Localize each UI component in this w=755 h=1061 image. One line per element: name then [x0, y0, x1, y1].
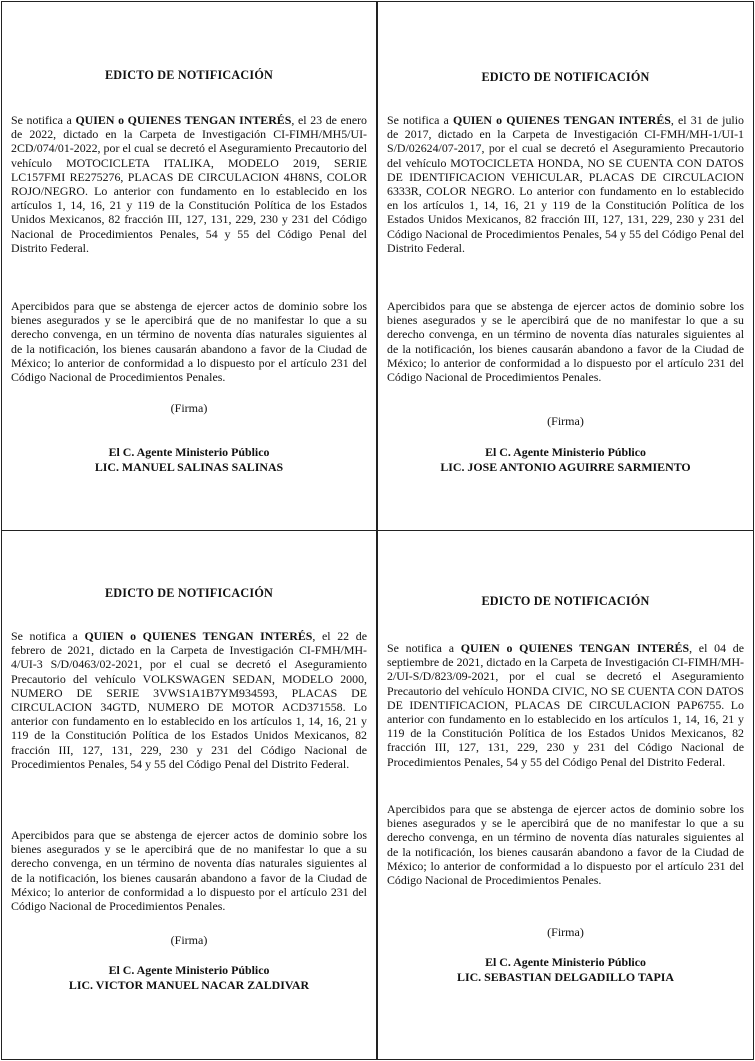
notice-body: , el 22 de febrero de 2021, dictado en la Carpeta de Investigación CI-FMH/MH-4/UI-3 S/D/0463/02-2021, por el cual se decretó el Aseguramiento Precautorio del vehículo VOLKSWAGEN SEDAN, MODELO 2000, NUMERO DE SERIE 3VWS1A1B7YM934593, PLACAS DE CIRCULACION 34GTD, NUMERO DE MOTOR ACD371558. Lo anterior con fundamento en lo establecido en los artículos 1, 14, 16, 21 y 119 de la Constitución Política de los Estados Unidos Mexicanos, 82 fracción III, 127, 131, 229, 230 y 231 del Código Nacional de Procedimientos Penales, 54 y 55 del Código Penal del Distrito Federal.: [11, 629, 367, 771]
signer-role: El C. Agente Ministerio Público: [485, 445, 646, 459]
notice-prefix: Se notifica a: [387, 641, 461, 655]
notice-prefix: Se notifica a: [387, 113, 453, 127]
signer-role: El C. Agente Ministerio Público: [485, 955, 646, 969]
edicto-title: EDICTO DE NOTIFICACIÓN: [104, 586, 274, 600]
edicto-title: EDICTO DE NOTIFICACIÓN: [104, 68, 274, 82]
signer-role: El C. Agente Ministerio Público: [108, 963, 270, 977]
warning-paragraph: Apercibidos para que se abstenga de ejercer actos de dominio sobre los bienes asegurados y se le apercibirá que de no manifestar lo que a su derecho convenga, en un término de noventa días naturales siguientes al de la notificación, los bienes causarán abandono a favor de la Ciudad de México; lo anterior de conformidad a lo dispuesto por el artículo 231 del Código Nacional de Procedimientos Penales.: [387, 299, 744, 385]
signature-block: [378, 445, 753, 475]
signer-name: LIC. JOSE ANTONIO AGUIRRE SARMIENTO: [440, 460, 691, 474]
notification-paragraph: [11, 629, 367, 771]
warning-paragraph: Apercibidos para que se abstenga de ejercer actos de dominio sobre los bienes asegurados y se le apercibirá que de no manifestar lo que a su derecho convenga, en un término de noventa días naturales siguientes al de la notificación, los bienes causarán abandono a favor de la Ciudad de México; lo anterior de conformidad a lo dispuesto por el artículo 231 del Código Nacional de Procedimientos Penales.: [11, 828, 367, 914]
notice-prefix: Se notifica a: [11, 113, 76, 127]
signature-placeholder: (Firma): [170, 401, 208, 415]
edicto-notificacion-4: [377, 530, 754, 1060]
addressee: QUIEN o QUIENES TENGAN INTERÉS: [460, 641, 690, 655]
edicto-notificacion-2: [377, 1, 754, 531]
edicto-title: EDICTO DE NOTIFICACIÓN: [481, 594, 650, 608]
warning-paragraph: Apercibidos para que se abstenga de ejercer actos de dominio sobre los bienes asegurados y se le apercibirá que de no manifestar lo que a su derecho convenga, en un término de noventa días naturales siguientes al de la notificación, los bienes causarán abandono a favor de la Ciudad de México; lo anterior de conformidad a lo dispuesto por el artículo 231 del Código Nacional de Procedimientos Penales.: [387, 802, 744, 888]
notification-paragraph: [387, 641, 744, 769]
edicto-notificacion-1: [1, 1, 377, 531]
addressee: QUIEN o QUIENES TENGAN INTERÉS: [452, 113, 671, 127]
signature-block: [2, 963, 376, 993]
warning-paragraph: Apercibidos para que se abstenga de ejercer actos de dominio sobre los bienes asegurados y se le apercibirá que de no manifestar lo que a su derecho convenga, en un término de noventa días naturales siguientes al de la notificación, los bienes causarán abandono a favor de la Ciudad de México; lo anterior de conformidad a lo dispuesto por el artículo 231 del Código Nacional de Procedimientos Penales.: [11, 299, 367, 385]
notification-paragraph: [387, 113, 744, 255]
signature-placeholder: (Firma): [170, 933, 208, 947]
signature-block: [378, 955, 753, 985]
edicto-notificacion-3: [1, 530, 377, 1060]
addressee: QUIEN o QUIENES TENGAN INTERÉS: [75, 113, 292, 127]
signer-name: LIC. VICTOR MANUEL NACAR ZALDIVAR: [68, 978, 310, 992]
notice-body: , el 23 de enero de 2022, dictado en la Carpeta de Investigación CI-FIMH/MH5/UI-2CD/074/01-2022, por el cual se decretó el Aseguramiento Precautorio del vehículo MOTOCICLETA ITALIKA, MODELO 2019, SERIE LC157FMI RE275276, PLACAS DE CIRCULACION 4H8NS, COLOR ROJO/NEGRO. Lo anterior con fundamento en lo establecido en los artículos 1, 14, 16, 21 y 119 de la Constitución Política de los Estados Unidos Mexicanos, 82 fracción III, 127, 131, 229, 230 y 231 del Código Nacional de Procedimientos Penales, 54 y 55 del Código Penal del Distrito Federal.: [11, 113, 368, 255]
signer-role: El C. Agente Ministerio Público: [108, 445, 270, 459]
notice-prefix: Se notifica a: [11, 629, 85, 643]
signature-placeholder: (Firma): [547, 925, 584, 939]
signature-placeholder: (Firma): [547, 414, 584, 428]
signer-name: LIC. SEBASTIAN DELGADILLO TAPIA: [457, 970, 674, 984]
notice-body: , el 04 de septiembre de 2021, dictado en la Carpeta de Investigación CI-FIMH/MH-2/UI-S/D/823/09-2021, por el cual se decretó el Aseguramiento Precautorio del vehículo HONDA CIVIC, NO SE CUENTA CON DATOS DE IDENTIFICACION, PLACAS DE CIRCULACION PAP6755. Lo anterior con fundamento en lo establecido en los artículos 1, 14, 16, 21 y 119 de la Constitución Política de los Estados Unidos Mexicanos, 82 fracción III, 127, 131, 229, 230 y 231 del Código Nacional de Procedimientos Penales, 54 y 55 del Código Penal del Distrito Federal.: [387, 641, 744, 769]
edicto-title: EDICTO DE NOTIFICACIÓN: [481, 70, 650, 84]
notice-body: , el 31 de julio de 2017, dictado en la Carpeta de Investigación CI-FMH/MH-1/UI-1 S/D/02624/07-2017, por el cual se decretó el Aseguramiento Precautorio del vehículo MOTOCICLETA HONDA, NO SE CUENTA CON DATOS DE IDENTIFICACION VEHICULAR, PLACAS DE CIRCULACION 6333R, COLOR NEGRO. Lo anterior con fundamento en lo establecido en los artículos 1, 14, 16, 21 y 119 de la Constitución Política de los Estados Unidos Mexicanos, 82 fracción III, 127, 131, 229, 230 y 231 del Código Nacional de Procedimientos Penales, 54 y 55 del Código Penal del Distrito Federal.: [387, 113, 744, 255]
signer-name: LIC. MANUEL SALINAS SALINAS: [94, 460, 284, 474]
notification-paragraph: [11, 113, 367, 255]
addressee: QUIEN o QUIENES TENGAN INTERÉS: [84, 629, 313, 643]
signature-block: [2, 445, 376, 475]
